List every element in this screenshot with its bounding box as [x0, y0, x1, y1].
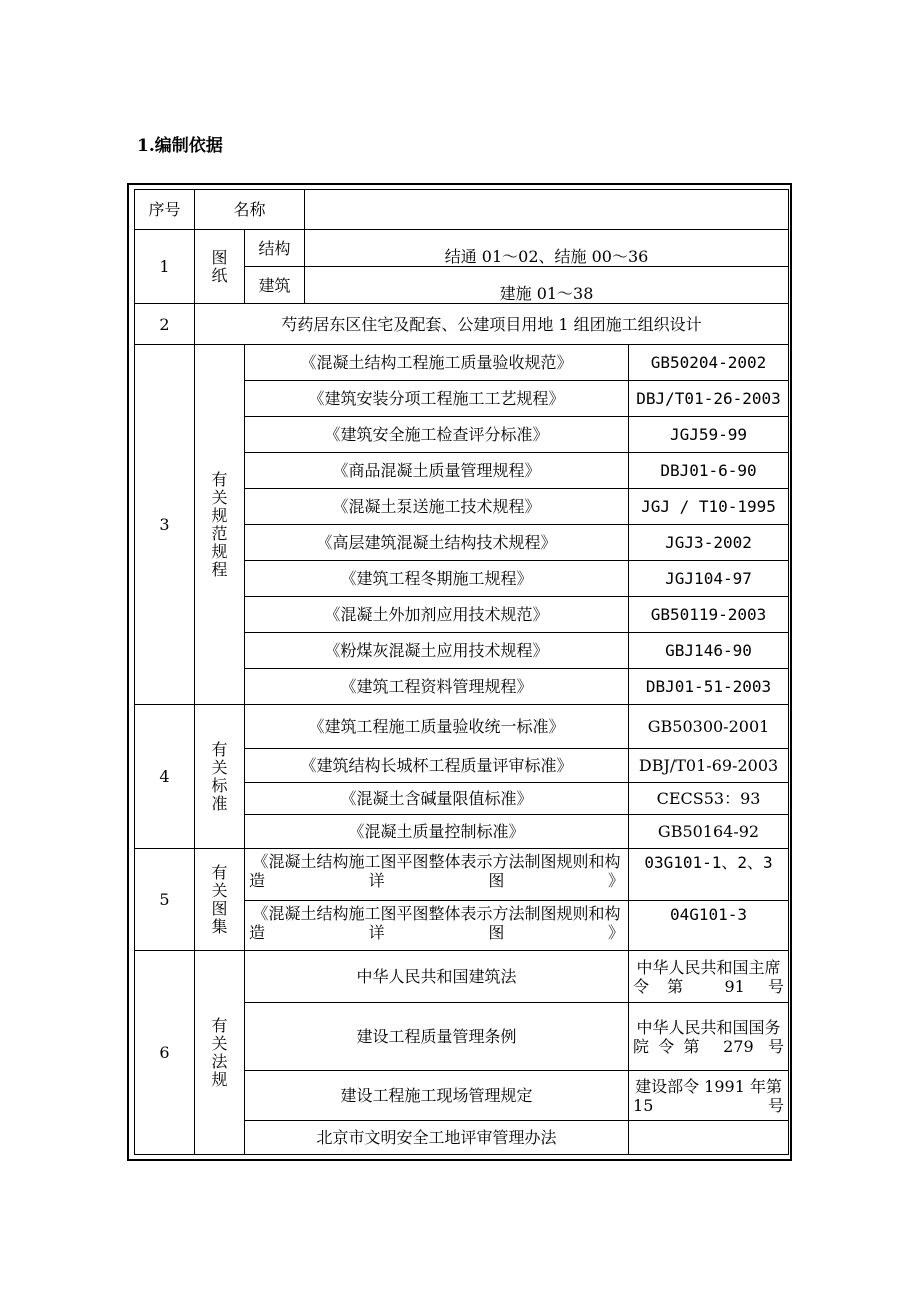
- row2-no: 2: [135, 304, 195, 345]
- row3-item-code: JGJ104-97: [629, 561, 789, 597]
- table-row: [135, 705, 789, 749]
- row5-no: 5: [135, 849, 195, 951]
- row1-architecture-label: 建筑: [245, 267, 305, 304]
- row6-category: 有关法规: [195, 951, 245, 1155]
- row3-item-name: 《高层建筑混凝土结构技术规程》: [245, 525, 629, 561]
- row3-item-code: DBJ01-6-90: [629, 453, 789, 489]
- basis-table: [134, 189, 789, 1155]
- row3-item-name: 《建筑工程资料管理规程》: [245, 669, 629, 705]
- row3-item-name: 《建筑安全施工检查评分标准》: [245, 417, 629, 453]
- row2-value: 芍药居东区住宅及配套、公建项目用地 1 组团施工组织设计: [195, 304, 789, 345]
- row4-item-code: GB50164-92: [629, 815, 789, 849]
- header-name: 名称: [195, 190, 305, 230]
- row6-item-name: 北京市文明安全工地评审管理办法: [245, 1121, 629, 1155]
- table-row: [135, 849, 789, 901]
- row4-item-code: GB50300-2001: [629, 705, 789, 749]
- row3-item-code: DBJ/T01-26-2003: [629, 381, 789, 417]
- row1-category: 图纸: [195, 230, 245, 304]
- row4-no: 4: [135, 705, 195, 849]
- row3-item-code: DBJ01-51-2003: [629, 669, 789, 705]
- row1-no: 1: [135, 230, 195, 304]
- row5-item-code: 03G101-1、2、3: [629, 849, 789, 901]
- row6-no: 6: [135, 951, 195, 1155]
- table-row: [135, 345, 789, 381]
- row3-category: 有关规范规程: [195, 345, 245, 705]
- row4-category: 有关标准: [195, 705, 245, 849]
- row3-item-code: GB50119-2003: [629, 597, 789, 633]
- row3-item-name: 《混凝土结构工程施工质量验收规范》: [245, 345, 629, 381]
- row3-item-code: JGJ3-2002: [629, 525, 789, 561]
- row3-item-name: 《粉煤灰混凝土应用技术规程》: [245, 633, 629, 669]
- header-row: [135, 190, 789, 230]
- row5-category: 有关图集: [195, 849, 245, 951]
- row3-item-code: JGJ59-99: [629, 417, 789, 453]
- row5-item-name: 《混凝土结构施工图平图整体表示方法制图规则和构造详图》: [245, 849, 629, 901]
- section-heading: 1.编制依据: [137, 136, 223, 156]
- row6-item-code: 建设部令 1991 年第 15 号: [629, 1071, 789, 1121]
- row4-item-code: CECS53：93: [629, 783, 789, 815]
- row6-item-code: 中华人民共和国主席令第 91 号: [629, 951, 789, 1003]
- row5-item-name: 《混凝土结构施工图平图整体表示方法制图规则和构造详图》: [245, 901, 629, 951]
- row1-structure-label: 结构: [245, 230, 305, 267]
- table-row: [135, 230, 789, 267]
- row3-no: 3: [135, 345, 195, 705]
- basis-table-frame: [127, 183, 792, 1161]
- row6-item-name: 建设工程施工现场管理规定: [245, 1071, 629, 1121]
- row3-item-name: 《混凝土泵送施工技术规程》: [245, 489, 629, 525]
- row4-item-code: DBJ/T01-69-2003: [629, 749, 789, 783]
- row6-item-code: [629, 1121, 789, 1155]
- row1-structure-value: 结通 01～02、结施 00～36: [305, 230, 789, 267]
- header-no: 序号: [135, 190, 195, 230]
- row1-architecture-value: 建施 01～38: [305, 267, 789, 304]
- table-row: [135, 951, 789, 1003]
- row4-item-name: 《建筑结构长城杯工程质量评审标准》: [245, 749, 629, 783]
- row4-item-name: 《建筑工程施工质量验收统一标准》: [245, 705, 629, 749]
- row4-item-name: 《混凝土含碱量限值标准》: [245, 783, 629, 815]
- row5-item-code: 04G101-3: [629, 901, 789, 951]
- row3-item-code: GBJ146-90: [629, 633, 789, 669]
- row3-item-code: JGJ / T10-1995: [629, 489, 789, 525]
- row6-item-name: 中华人民共和国建筑法: [245, 951, 629, 1003]
- row4-item-name: 《混凝土质量控制标准》: [245, 815, 629, 849]
- row3-item-name: 《建筑安装分项工程施工工艺规程》: [245, 381, 629, 417]
- row3-item-code: GB50204-2002: [629, 345, 789, 381]
- header-blank: [305, 190, 789, 230]
- row6-item-code: 中华人民共和国国务院令第 279 号: [629, 1003, 789, 1071]
- row3-item-name: 《建筑工程冬期施工规程》: [245, 561, 629, 597]
- row3-item-name: 《商品混凝土质量管理规程》: [245, 453, 629, 489]
- row3-item-name: 《混凝土外加剂应用技术规范》: [245, 597, 629, 633]
- row6-item-name: 建设工程质量管理条例: [245, 1003, 629, 1071]
- table-row: [135, 304, 789, 345]
